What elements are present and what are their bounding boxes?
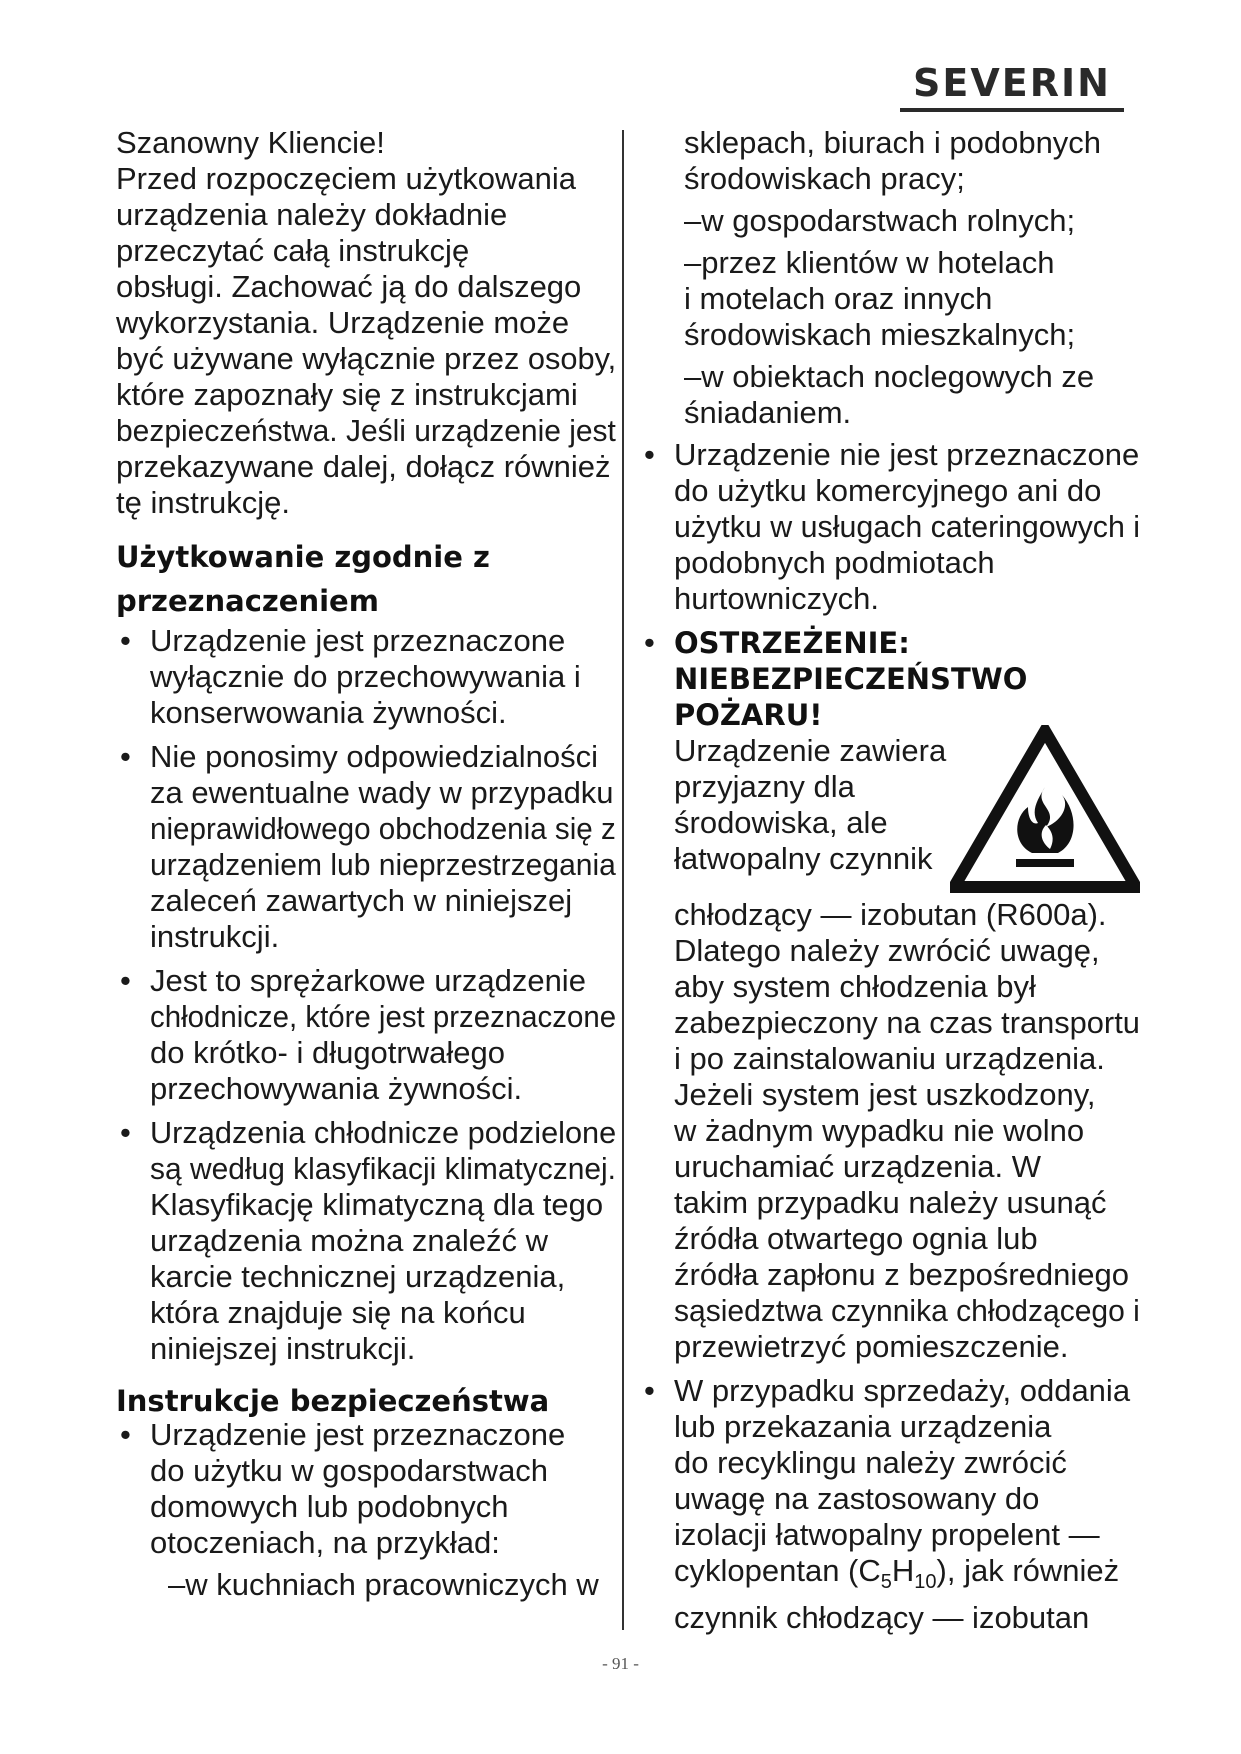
- item-line: do krótko- i długotrwałego: [150, 1035, 505, 1070]
- item-line: Dlatego należy zwrócić uwagę,: [674, 933, 1100, 968]
- intro-line: urządzenia należy dokładnie: [116, 197, 508, 232]
- intro-line: które zapoznały się z instrukcjami: [116, 377, 578, 412]
- intro-line: przeczytać całą instrukcję: [116, 233, 470, 268]
- item-line: domowych lub podobnych: [150, 1489, 509, 1524]
- safety-list-continued: [640, 437, 1140, 1636]
- brand-logo: SEVERIN: [900, 60, 1124, 112]
- sub-item: [640, 359, 1140, 431]
- item-line: instrukcji.: [150, 919, 280, 954]
- bullet-icon: •: [120, 739, 131, 774]
- item-line: urządzeniem lub nieprzestrzegania: [150, 847, 616, 882]
- item-line: izolacji łatwopalny propelent —: [674, 1517, 1100, 1552]
- item-line: Nie ponosimy odpowiedzialności: [150, 739, 599, 774]
- item-line: do użytku komercyjnego ani do: [674, 473, 1102, 508]
- item-line: karcie technicznej urządzenia,: [150, 1259, 566, 1294]
- item-line: uruchamiać urządzenia. W: [674, 1149, 1041, 1184]
- intro-paragraph: [116, 125, 616, 521]
- page-number: - 91 -: [602, 1654, 639, 1673]
- item-line: środowiskach pracy;: [684, 161, 965, 196]
- heading-safety: Instrukcje bezpieczeństwa: [116, 1384, 550, 1418]
- item-line: i po zainstalowaniu urządzenia.: [674, 1041, 1105, 1076]
- intro-line: wykorzystania. Urządzenie może: [116, 305, 570, 340]
- sub-item: [640, 245, 1140, 353]
- item-line: środowiskach mieszkalnych;: [684, 317, 1076, 352]
- item-line: przyjazny dla: [674, 769, 855, 804]
- item-line: sąsiedztwa czynnika chłodzącego i: [674, 1293, 1140, 1328]
- item-line: źródła otwartego ognia lub: [674, 1221, 1038, 1256]
- warning-title-line: NIEBEZPIECZEŃSTWO: [674, 662, 1028, 696]
- item-line: W przypadku sprzedaży, oddania: [674, 1373, 1131, 1408]
- list-item: [116, 739, 616, 955]
- item-line: która znajduje się na końcu: [150, 1295, 526, 1330]
- item-line: środowiska, ale: [674, 805, 888, 840]
- item-line: czynnik chłodzący — izobutan: [674, 1600, 1090, 1636]
- heading-line: Użytkowanie zgodnie z: [116, 540, 490, 574]
- item-line: –w obiektach noclegowych ze: [684, 359, 1095, 394]
- list-item: [640, 437, 1140, 617]
- item-line: aby system chłodzenia był: [674, 969, 1036, 1004]
- item-line: lub przekazania urządzenia: [674, 1409, 1052, 1444]
- bullet-icon: •: [644, 1373, 655, 1408]
- intro-line: być używane wyłącznie przez osoby,: [116, 341, 617, 376]
- item-line: podobnych podmiotach: [674, 545, 995, 580]
- item-line: Urządzenia chłodnicze podzielone: [150, 1115, 617, 1150]
- formula-subscript: 5: [880, 1571, 892, 1594]
- left-column: [116, 125, 616, 1611]
- item-line: Jest to sprężarkowe urządzenie: [150, 963, 586, 998]
- item-line: chłodnicze, które jest przeznaczone: [150, 999, 617, 1034]
- item-line: przewietrzyć pomieszczenie.: [674, 1329, 1069, 1364]
- item-line: sklepach, biurach i podobnych: [684, 125, 1102, 160]
- item-line: są według klasyfikacji klimatycznej.: [150, 1151, 617, 1186]
- item-line: niniejszej instrukcji.: [150, 1331, 416, 1366]
- list-item: [116, 963, 616, 1107]
- item-line: i motelach oraz innych: [684, 281, 993, 316]
- item-line: śniadaniem.: [684, 395, 852, 430]
- warning-title-line: OSTRZEŻENIE:: [674, 626, 910, 660]
- heading-line: przeznaczeniem: [116, 584, 379, 618]
- formula-text: cyklopentan (C: [674, 1553, 881, 1588]
- formula-subscript: 10: [914, 1571, 937, 1594]
- intro-line: Szanowny Kliencie!: [116, 125, 385, 160]
- bullet-icon: •: [644, 437, 655, 472]
- list-item: [640, 1373, 1140, 1636]
- formula-text: H: [891, 1553, 915, 1588]
- sub-item: –w kuchniach pracowniczych w: [168, 1567, 599, 1602]
- bullet-icon: •: [120, 1417, 131, 1452]
- safety-list: [116, 1417, 616, 1603]
- intro-line: przekazywane dalej, dołącz również: [116, 449, 611, 484]
- item-line: takim przypadku należy usunąć: [674, 1185, 1107, 1220]
- item-line: urządzenia można znaleźć w: [150, 1223, 549, 1258]
- item-line: Urządzenie zawiera: [674, 733, 947, 768]
- item-line: otoczeniach, na przykład:: [150, 1525, 500, 1560]
- formula-text: ), jak również: [936, 1553, 1120, 1588]
- list-item: [116, 623, 616, 731]
- item-line: uwagę na zastosowany do: [674, 1481, 1040, 1516]
- list-item-fire-warning: [640, 625, 1140, 1365]
- item-line: hurtowniczych.: [674, 581, 880, 616]
- intro-line: tę instrukcję.: [116, 485, 291, 520]
- item-line: Urządzenie jest przeznaczone: [150, 623, 566, 658]
- item-line: Klasyfikację klimatyczną dla tego: [150, 1187, 604, 1222]
- item-line: wyłącznie do przechowywania i: [150, 659, 581, 694]
- intro-line: bezpieczeństwa. Jeśli urządzenie jest: [116, 413, 616, 448]
- item-line: za ewentualne wady w przypadku: [150, 775, 614, 810]
- item-line: do użytku w gospodarstwach: [150, 1453, 549, 1488]
- warning-title: [674, 625, 1140, 733]
- intended-use-list: [116, 623, 616, 1367]
- list-item: [116, 1417, 616, 1603]
- list-item: [116, 1115, 616, 1367]
- item-line: Urządzenie nie jest przeznaczone: [674, 437, 1140, 472]
- bullet-icon: •: [120, 963, 131, 998]
- item-line: konserwowania żywności.: [150, 695, 507, 730]
- intro-line: obsługi. Zachować ją do dalszego: [116, 269, 582, 304]
- bullet-icon: •: [120, 623, 131, 658]
- item-line: przechowywania żywności.: [150, 1071, 523, 1106]
- fire-hazard-warning-icon: [950, 725, 1140, 893]
- warning-title-line: POŻARU!: [674, 698, 823, 732]
- item-line: nieprawidłowego obchodzenia się z: [150, 811, 616, 846]
- item-line: w żadnym wypadku nie wolno: [674, 1113, 1085, 1148]
- continued-sub-item: [640, 125, 1140, 197]
- heading-intended-use: [116, 535, 616, 623]
- bullet-icon: •: [644, 625, 655, 660]
- item-line: chłodzący — izobutan (R600a).: [674, 897, 1107, 932]
- right-column: [640, 125, 1140, 1644]
- item-line: łatwopalny czynnik: [674, 841, 933, 876]
- item-line: do recyklingu należy zwrócić: [674, 1445, 1067, 1480]
- intro-line: Przed rozpoczęciem użytkowania: [116, 161, 577, 196]
- bullet-icon: •: [120, 1115, 131, 1150]
- sub-item: –w gospodarstwach rolnych;: [684, 203, 1076, 238]
- item-line: zaleceń zawartych w niniejszej: [150, 883, 573, 918]
- item-line: zabezpieczony na czas transportu: [674, 1005, 1140, 1040]
- item-line: źródła zapłonu z bezpośredniego: [674, 1257, 1129, 1292]
- item-line: –przez klientów w hotelach: [684, 245, 1055, 280]
- item-line: użytku w usługach cateringowych i: [674, 509, 1141, 544]
- item-line: Urządzenie jest przeznaczone: [150, 1417, 566, 1452]
- formula-line: [674, 1553, 1119, 1600]
- item-line: Jeżeli system jest uszkodzony,: [674, 1077, 1096, 1112]
- column-divider: [622, 130, 624, 1630]
